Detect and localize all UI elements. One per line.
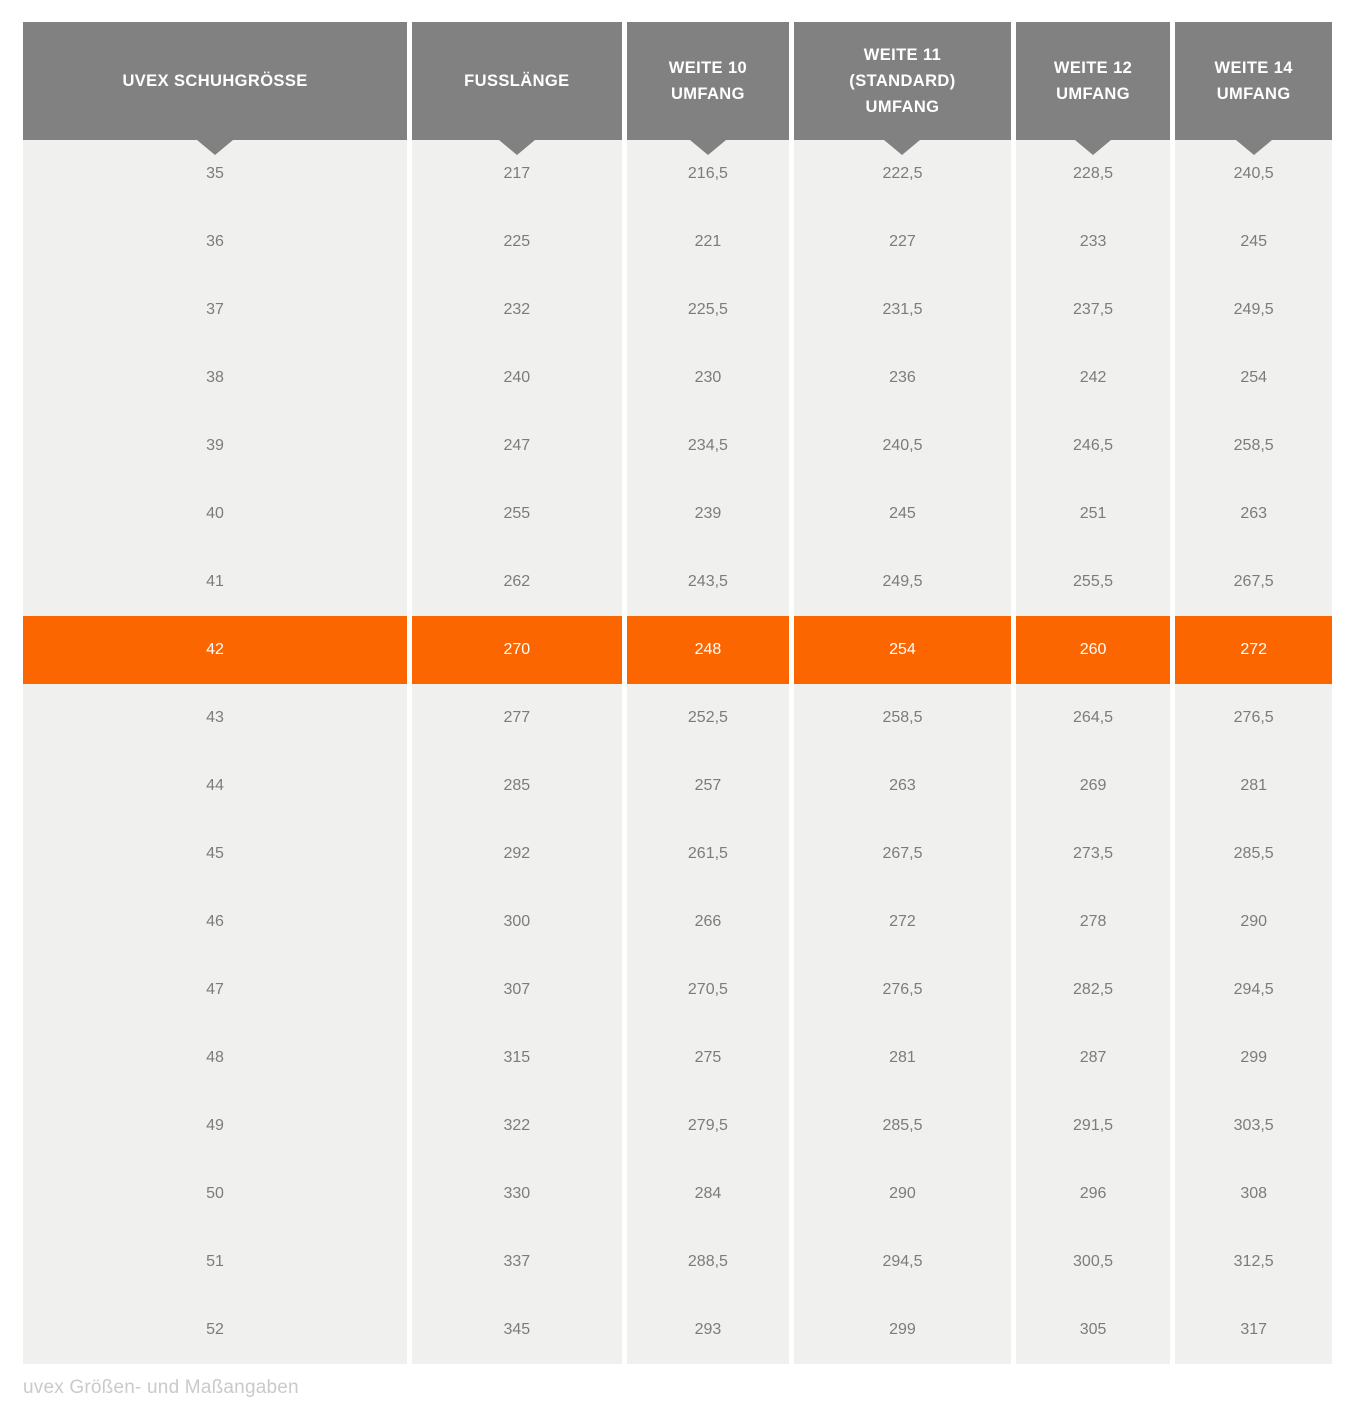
table-cell: 231,5 — [794, 276, 1011, 344]
table-cell: 43 — [23, 684, 407, 752]
table-header-cell — [23, 22, 407, 140]
table-cell: 247 — [412, 412, 622, 480]
table-cell: 287 — [1016, 1024, 1171, 1092]
table-cell: 240,5 — [1175, 140, 1332, 208]
table-cell: 258,5 — [1175, 412, 1332, 480]
table-cell: 263 — [794, 752, 1011, 820]
table-cell: 288,5 — [627, 1228, 790, 1296]
table-row[interactable] — [23, 1092, 1332, 1160]
table-cell: 278 — [1016, 888, 1171, 956]
table-cell: 267,5 — [1175, 548, 1332, 616]
table-cell: 233 — [1016, 208, 1171, 276]
table-cell: 294,5 — [794, 1228, 1011, 1296]
table-header-cell — [412, 22, 622, 140]
table-row[interactable] — [23, 344, 1332, 412]
table-cell: 249,5 — [794, 548, 1011, 616]
table-header-cell — [1175, 22, 1332, 140]
header-label-line: WEITE 14 — [1214, 59, 1293, 77]
table-cell: 290 — [1175, 888, 1332, 956]
table-cell: 39 — [23, 412, 407, 480]
table-cell: 227 — [794, 208, 1011, 276]
table-cell: 260 — [1016, 616, 1171, 684]
table-cell: 285 — [412, 752, 622, 820]
header-label-line: WEITE 12 — [1053, 59, 1133, 77]
chevron-down-icon — [1236, 140, 1272, 155]
table-cell: 299 — [794, 1296, 1011, 1364]
table-cell: 222,5 — [794, 140, 1011, 208]
table-row[interactable] — [23, 1228, 1332, 1296]
header-label-line: UVEX SCHUHGRÖSSE — [122, 72, 308, 90]
table-cell: 261,5 — [627, 820, 790, 888]
table-cell: 216,5 — [627, 140, 790, 208]
chevron-down-icon — [499, 140, 535, 155]
table-row[interactable] — [23, 276, 1332, 344]
table-cell: 45 — [23, 820, 407, 888]
table-cell: 300 — [412, 888, 622, 956]
table-cell: 317 — [1175, 1296, 1332, 1364]
table-body — [23, 140, 1332, 1364]
table-cell: 285,5 — [1175, 820, 1332, 888]
header-label — [1214, 55, 1292, 107]
table-header-cell — [1016, 22, 1171, 140]
table-row[interactable] — [23, 1024, 1332, 1092]
chevron-down-icon — [1075, 140, 1111, 155]
table-cell: 285,5 — [794, 1092, 1011, 1160]
chevron-down-icon — [690, 140, 726, 155]
chevron-down-icon — [884, 140, 920, 155]
table-cell: 46 — [23, 888, 407, 956]
table-cell: 246,5 — [1016, 412, 1171, 480]
table-cell: 262 — [412, 548, 622, 616]
header-label-line: WEITE 11 — [863, 46, 942, 64]
table-cell: 293 — [627, 1296, 790, 1364]
table-cell: 290 — [794, 1160, 1011, 1228]
table-cell: 296 — [1016, 1160, 1171, 1228]
table-cell: 272 — [794, 888, 1011, 956]
header-label-line: FUSSLÄNGE — [464, 72, 570, 90]
table-cell: 234,5 — [627, 412, 790, 480]
table-row[interactable] — [23, 1296, 1332, 1364]
header-label — [122, 68, 307, 94]
table-cell: 242 — [1016, 344, 1171, 412]
table-row[interactable] — [23, 820, 1332, 888]
table-cell: 236 — [794, 344, 1011, 412]
table-cell: 292 — [412, 820, 622, 888]
table-cell: 217 — [412, 140, 622, 208]
table-cell: 345 — [412, 1296, 622, 1364]
table-cell: 281 — [794, 1024, 1011, 1092]
table-cell: 255 — [412, 480, 622, 548]
table-caption: uvex Größen- und Maßangaben — [23, 1377, 299, 1398]
header-label-line: WEITE 10 — [668, 59, 748, 77]
table-cell: 263 — [1175, 480, 1332, 548]
header-label — [464, 68, 569, 94]
table-cell: 305 — [1016, 1296, 1171, 1364]
table-cell: 281 — [1175, 752, 1332, 820]
table-cell: 273,5 — [1016, 820, 1171, 888]
table-cell: 239 — [627, 480, 790, 548]
table-cell: 254 — [794, 616, 1011, 684]
table-cell: 240 — [412, 344, 622, 412]
table-cell: 284 — [627, 1160, 790, 1228]
table-row[interactable] — [23, 616, 1332, 684]
table-cell: 252,5 — [627, 684, 790, 752]
table-cell: 264,5 — [1016, 684, 1171, 752]
table-cell: 42 — [23, 616, 407, 684]
header-label — [669, 55, 747, 107]
table-row[interactable] — [23, 480, 1332, 548]
table-cell: 303,5 — [1175, 1092, 1332, 1160]
table-cell: 225,5 — [627, 276, 790, 344]
header-label-line: UMFANG — [1056, 85, 1130, 103]
table-cell: 282,5 — [1016, 956, 1171, 1024]
table-cell: 48 — [23, 1024, 407, 1092]
table-cell: 221 — [627, 208, 790, 276]
table-cell: 300,5 — [1016, 1228, 1171, 1296]
table-row[interactable] — [23, 208, 1332, 276]
table-cell: 308 — [1175, 1160, 1332, 1228]
chevron-down-icon — [197, 140, 233, 155]
table-row[interactable] — [23, 1160, 1332, 1228]
table-cell: 299 — [1175, 1024, 1332, 1092]
table-row[interactable] — [23, 752, 1332, 820]
table-cell: 254 — [1175, 344, 1332, 412]
table-cell: 243,5 — [627, 548, 790, 616]
table-cell: 245 — [1175, 208, 1332, 276]
table-cell: 240,5 — [794, 412, 1011, 480]
table-cell: 315 — [412, 1024, 622, 1092]
table-cell: 249,5 — [1175, 276, 1332, 344]
table-cell: 251 — [1016, 480, 1171, 548]
table-row[interactable] — [23, 548, 1332, 616]
header-label-line: UMFANG — [1216, 85, 1291, 103]
table-cell: 307 — [412, 956, 622, 1024]
table-cell: 257 — [627, 752, 790, 820]
table-cell: 237,5 — [1016, 276, 1171, 344]
table-cell: 35 — [23, 140, 407, 208]
table-cell: 279,5 — [627, 1092, 790, 1160]
header-label-line: UMFANG — [865, 98, 940, 116]
table-cell: 41 — [23, 548, 407, 616]
table-cell: 258,5 — [794, 684, 1011, 752]
table-cell: 49 — [23, 1092, 407, 1160]
table-cell: 232 — [412, 276, 622, 344]
table-cell: 322 — [412, 1092, 622, 1160]
table-cell: 270 — [412, 616, 622, 684]
table-row[interactable] — [23, 412, 1332, 480]
table-header-row — [23, 22, 1332, 140]
table-cell: 38 — [23, 344, 407, 412]
table-header-cell — [794, 22, 1011, 140]
table-cell: 272 — [1175, 616, 1332, 684]
header-label — [1054, 55, 1132, 107]
table-cell: 291,5 — [1016, 1092, 1171, 1160]
table-cell: 40 — [23, 480, 407, 548]
table-cell: 277 — [412, 684, 622, 752]
header-label-line: UMFANG — [670, 85, 745, 103]
table-cell: 245 — [794, 480, 1011, 548]
table-cell: 225 — [412, 208, 622, 276]
table-cell: 230 — [627, 344, 790, 412]
table-cell: 248 — [627, 616, 790, 684]
header-label — [849, 42, 955, 120]
header-label-line: (STANDARD) — [849, 72, 956, 90]
table-cell: 44 — [23, 752, 407, 820]
table-row[interactable] — [23, 888, 1332, 956]
table-cell: 270,5 — [627, 956, 790, 1024]
table-cell: 294,5 — [1175, 956, 1332, 1024]
table-cell: 52 — [23, 1296, 407, 1364]
table-header-cell — [627, 22, 790, 140]
table-cell: 276,5 — [1175, 684, 1332, 752]
table-cell: 36 — [23, 208, 407, 276]
table-cell: 37 — [23, 276, 407, 344]
table-cell: 228,5 — [1016, 140, 1171, 208]
table-cell: 266 — [627, 888, 790, 956]
table-cell: 275 — [627, 1024, 790, 1092]
table-row[interactable] — [23, 956, 1332, 1024]
table-cell: 47 — [23, 956, 407, 1024]
table-cell: 276,5 — [794, 956, 1011, 1024]
table-cell: 255,5 — [1016, 548, 1171, 616]
table-cell: 50 — [23, 1160, 407, 1228]
table-cell: 267,5 — [794, 820, 1011, 888]
uvex-size-table — [23, 22, 1332, 1364]
table-cell: 269 — [1016, 752, 1171, 820]
table-cell: 330 — [412, 1160, 622, 1228]
table-cell: 312,5 — [1175, 1228, 1332, 1296]
table-cell: 337 — [412, 1228, 622, 1296]
table-cell: 51 — [23, 1228, 407, 1296]
table-row[interactable] — [23, 684, 1332, 752]
